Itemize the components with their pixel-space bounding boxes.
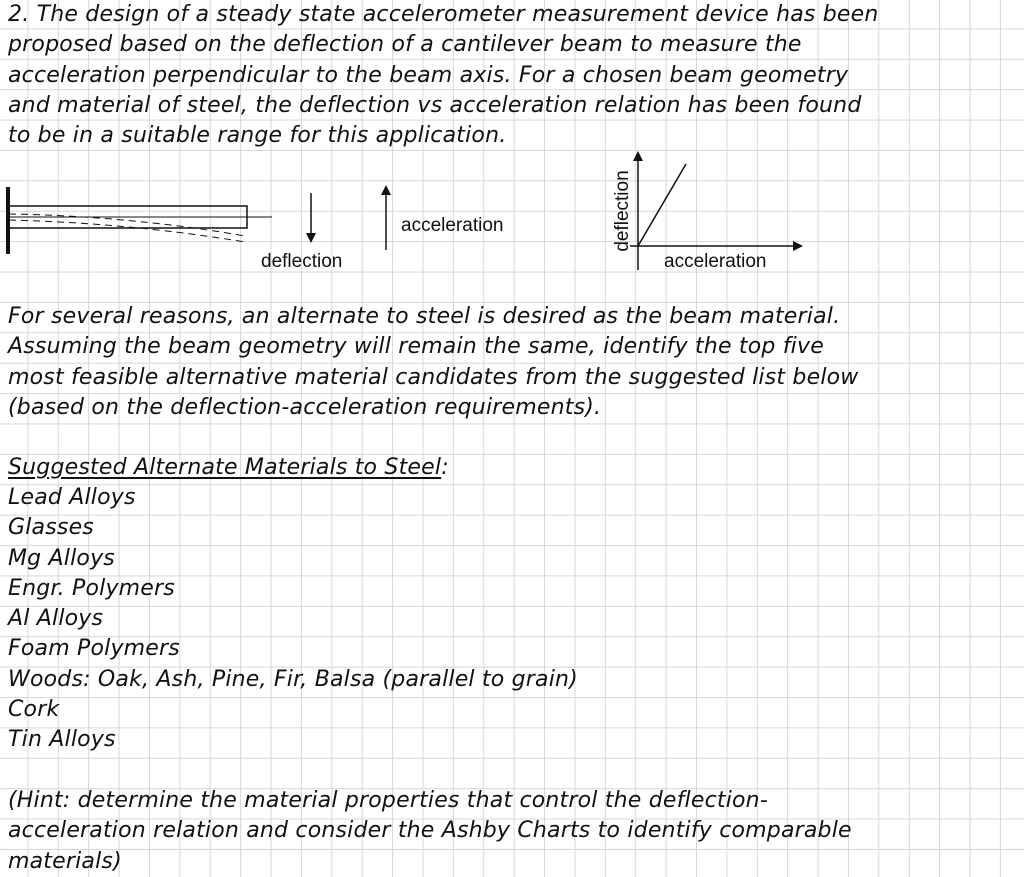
- material-item: Woods: Oak, Ash, Pine, Fir, Balsa (parallel to grain): [8, 666, 578, 692]
- paragraph-line: Assuming the beam geometry will remain the same, identify the top five: [8, 334, 824, 360]
- beam-acceleration-label: acceleration: [401, 215, 504, 236]
- paragraph-line: (based on the deflection-acceleration requirements).: [8, 394, 602, 420]
- deflected-beam-lower: [9, 220, 245, 242]
- material-item: Lead Alloys: [8, 485, 136, 510]
- materials-list-heading: [8, 453, 449, 483]
- intro-line: acceleration perpendicular to the beam axis. For a chosen beam geometry: [8, 62, 849, 88]
- problem-paragraph: [8, 302, 859, 423]
- intro-line: 2. The design of a steady state accelerometer measurement device has been: [8, 2, 879, 27]
- material-item: Mg Alloys: [8, 545, 115, 571]
- hint-line: materials): [8, 848, 122, 874]
- intro-line: and material of steel, the deflection vs acceleration relation has been found: [8, 92, 862, 118]
- problem-intro: [8, 0, 879, 151]
- paragraph-line: most feasible alternative material candidates from the suggested list below: [8, 364, 859, 390]
- hint-line: acceleration relation and consider the Ashby Charts to identify comparable: [8, 818, 852, 844]
- intro-line: to be in a suitable range for this application.: [8, 123, 507, 149]
- list-heading-text: Suggested Alternate Materials to Steel: [8, 455, 442, 480]
- graph-x-axis-label: acceleration: [664, 251, 767, 272]
- paragraph-line: For several reasons, an alternate to steel is desired as the beam material.: [8, 304, 841, 329]
- graph-linear-relation: [638, 164, 686, 246]
- hint: [8, 786, 852, 877]
- beam-figure-svg: [0, 150, 1024, 290]
- list-heading-colon: :: [441, 455, 449, 480]
- material-item: Cork: [8, 697, 60, 723]
- material-item: Engr. Polymers: [8, 575, 175, 601]
- intro-line: proposed based on the deflection of a cantilever beam to measure the: [8, 32, 802, 58]
- graph-y-axis-label: deflection: [612, 170, 633, 252]
- material-item: Glasses: [8, 515, 94, 541]
- material-item: Foam Polymers: [8, 636, 180, 662]
- hint-line: (Hint: determine the material properties that control the deflection-: [8, 788, 768, 813]
- material-item: Al Alloys: [8, 606, 104, 632]
- beam-deflection-label: deflection: [261, 251, 343, 272]
- figure: [0, 150, 1024, 290]
- materials-list: [8, 483, 578, 756]
- material-item: Tin Alloys: [8, 727, 116, 753]
